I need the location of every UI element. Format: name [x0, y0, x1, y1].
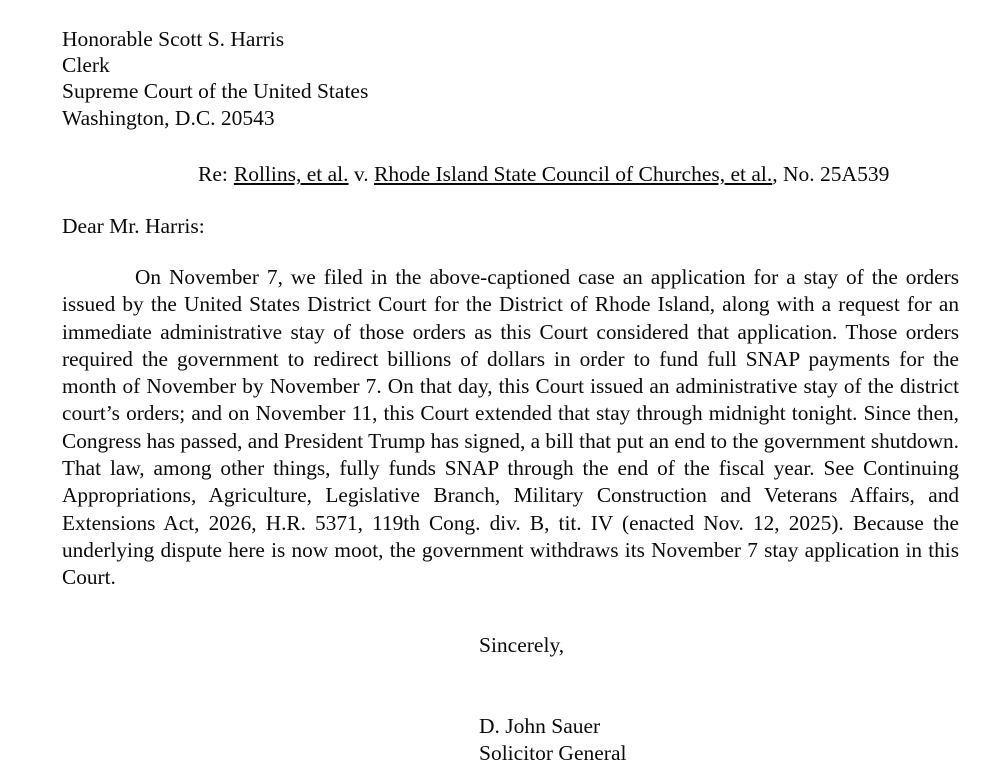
addressee-line-role: Clerk — [62, 53, 110, 78]
closing-valediction: Sincerely, — [479, 633, 565, 657]
signature-block — [479, 713, 626, 766]
body-paragraph: On November 7, we filed in the above-captioned case an application for a stay of the orders issued by the United States District Court for the District of Rhode Island, along with a request for an immediate administrative stay of those orders as this Court considered that application. Those orders required the government to redirect billions of dollars in order to fund full SNAP payments for the month of November by November 7. On that day, this Court issued an administrative stay of the district court’s orders; and on November 11, this Court extended that stay through midnight tonight. Since then, Congress has passed, and President Trump has signed, a bill that put an end to the government shutdown. That law, among other things, fully funds SNAP through the end of the fiscal year. See Continuing Appropriations, Agriculture, Legislative Branch, Military Construction and Veterans Affairs, and Extensions Act, 2026, H.R. 5371, 119th Cong. div. B, tit. IV (enacted Nov. 12, 2025). Because the underlying dispute here is now moot, the government withdraws its November 7 stay application in this Court. — [62, 265, 959, 590]
addressee-line-name: Honorable Scott S. Harris — [62, 27, 285, 51]
re-label: Re: — [198, 162, 228, 186]
re-line — [198, 161, 889, 187]
case-docket-number: , No. 25A539 — [772, 162, 890, 186]
letter-body — [62, 264, 959, 619]
case-respondent: Rhode Island State Council of Churches, et al. — [374, 162, 773, 186]
addressee-line-city: Washington, D.C. 20543 — [62, 105, 275, 130]
signer-title: Solicitor General — [479, 740, 627, 765]
case-petitioner: Rollins, et al. — [233, 162, 349, 186]
addressee-block — [62, 26, 368, 131]
signer-name: D. John Sauer — [479, 714, 601, 738]
case-versus: v. — [348, 162, 375, 186]
addressee-line-court: Supreme Court of the United States — [62, 79, 369, 104]
salutation: Dear Mr. Harris: — [62, 214, 205, 238]
